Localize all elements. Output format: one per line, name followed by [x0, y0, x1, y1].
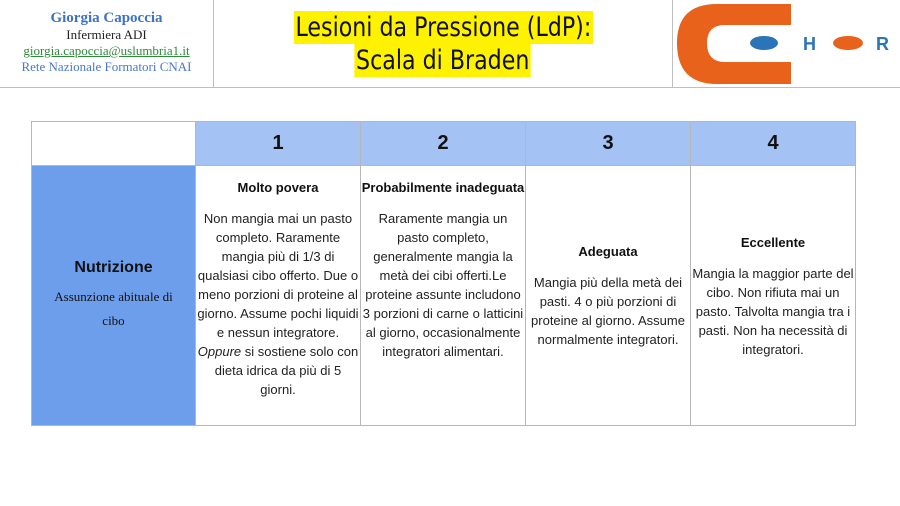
score-cell-3	[526, 166, 691, 426]
logo-letter-r: R	[876, 34, 889, 54]
logo-dot	[750, 36, 778, 50]
score-text-2: Raramente mangia un pasto completo, generalmente mangia la metà dei cibi offerti.Le proteine assunte includono 3 porzioni di carne o latticini al giorno, occasionalmente integratori alimentari.	[362, 211, 524, 359]
author-role: Infermiera ADI	[66, 27, 147, 42]
logo-graphic	[673, 0, 900, 87]
score-cell-2	[361, 166, 526, 426]
author-network: Rete Nazionale Formatori CNAI	[21, 59, 192, 74]
row-sublabel: Assunzione abituale di cibo	[54, 288, 173, 328]
author-box	[0, 0, 214, 87]
slide-header	[0, 0, 900, 88]
braden-table	[31, 121, 856, 426]
score-title-1: Molto povera	[237, 180, 319, 195]
author-name: Giorgia Capoccia	[50, 10, 163, 26]
row-label-cell	[32, 166, 196, 426]
score-text-4: Mangia la maggior parte del cibo. Non rifiuta mai un pasto. Talvolta mangia tra i pasti. Non ha necessità di integratori.	[692, 265, 854, 357]
score-text-3: Mangia più della metà dei pasti. 4 o più porzioni di proteine al giorno. Assume normalmente integratori.	[531, 275, 685, 347]
score-text-1: Non mangia mai un pasto completo. Raramente mangia più di 1/3 di qualsiasi cibo offerto. Due o meno porzioni di proteine al giorno. Assume pochi liquidi e nessun integratore. Oppure si sostiene solo con dieta idrica da più di 5 giorni.	[197, 211, 359, 397]
score-title-3: Adeguata	[578, 244, 638, 259]
table-header-row	[32, 122, 856, 166]
table-corner-cell	[32, 122, 196, 166]
table-row	[32, 166, 856, 426]
row-label: Nutrizione	[74, 258, 153, 276]
score-header-3: 3	[526, 122, 691, 166]
score-cell-4	[691, 166, 856, 426]
score-header-4: 4	[691, 122, 856, 166]
score-header-2: 2	[361, 122, 526, 166]
logo-o-shape	[833, 36, 863, 50]
slide-title	[214, 0, 673, 87]
title-line-1: Lesioni da Pressione (LdP):	[295, 11, 591, 43]
logo	[673, 0, 900, 87]
title-line-2: Scala di Braden	[356, 44, 530, 76]
score-cell-1	[196, 166, 361, 426]
author-email-link[interactable]: giorgia.capoccia@uslumbria1.it	[23, 43, 190, 58]
score-title-4: Eccellente	[740, 234, 806, 250]
logo-letter-h: H	[803, 34, 816, 54]
score-header-1: 1	[196, 122, 361, 166]
score-title-2: Probabilmente inadeguata	[361, 180, 525, 195]
